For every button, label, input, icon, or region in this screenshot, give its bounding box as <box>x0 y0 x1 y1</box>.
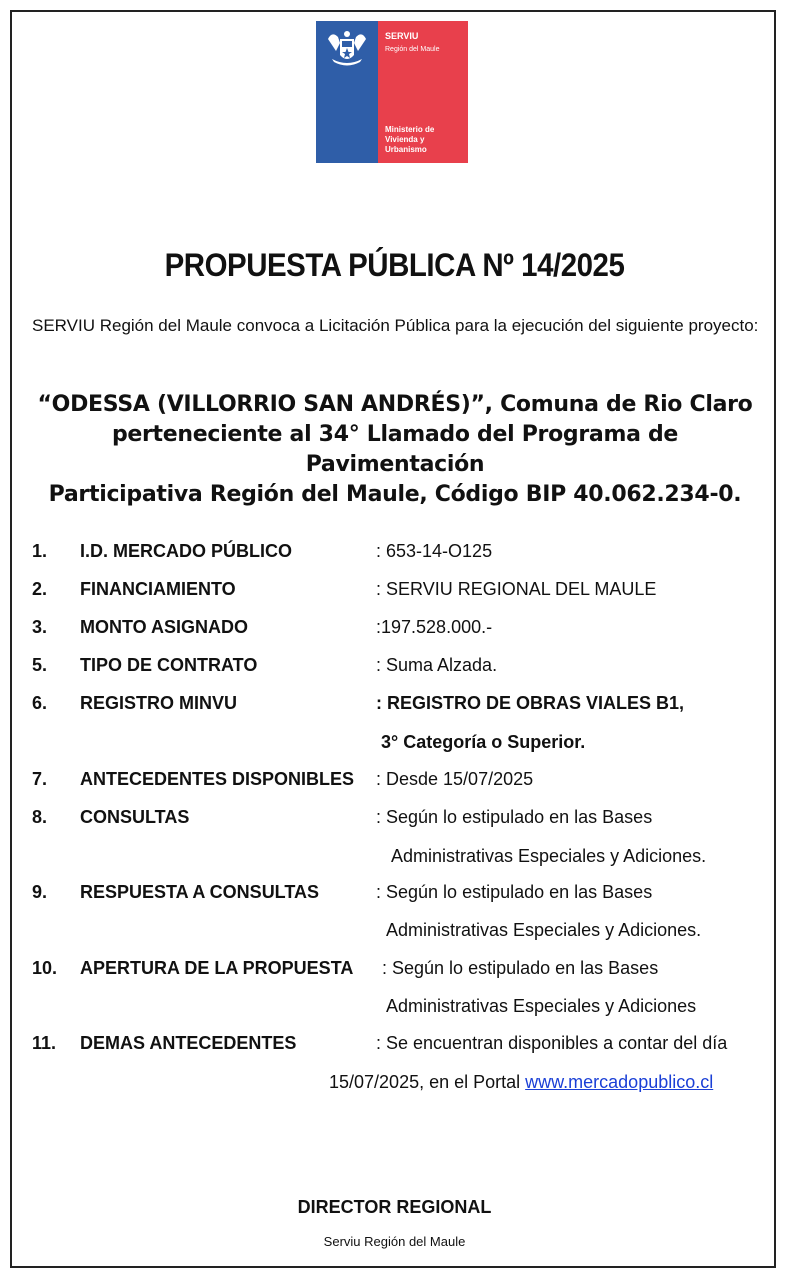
item-value: : Según lo estipulado en las Bases <box>376 882 653 902</box>
item-row <box>0 617 789 645</box>
signature-subtitle: Serviu Región del Maule <box>323 1234 466 1249</box>
project-description <box>30 390 760 510</box>
logo-ministry: Ministerio de Vivienda y Urbanismo <box>385 125 435 154</box>
item-label: FINANCIAMIENTO <box>80 579 236 599</box>
project-line: perteneciente al 34° Llamado del Programa de Pavimentación <box>111 422 679 477</box>
item-label: APERTURA DE LA PROPUESTA <box>80 958 354 978</box>
item-value: : Según lo estipulado en las Bases <box>376 807 653 827</box>
item-row <box>0 1033 789 1061</box>
item-row <box>0 579 789 607</box>
project-line: “ODESSA (VILLORRIO SAN ANDRÉS)”, Comuna de Rio Claro <box>37 392 753 417</box>
project-line: Participativa Región del Maule, Código BIP 40.062.234-0. <box>48 482 742 507</box>
item-number: 6. <box>32 693 48 713</box>
item-value: : Desde 15/07/2025 <box>376 769 534 789</box>
item-row <box>0 882 789 910</box>
item-label: ANTECEDENTES DISPONIBLES <box>80 769 355 789</box>
item-number: 11. <box>32 1033 57 1053</box>
portal-text: 15/07/2025, en el Portal <box>329 1072 526 1092</box>
item-value: : Según lo estipulado en las Bases <box>382 958 659 978</box>
item-row <box>0 807 789 835</box>
item-number: 3. <box>32 617 48 637</box>
item-number: 8. <box>32 807 48 827</box>
item-value: : Se encuentran disponibles a contar del día <box>376 1033 728 1053</box>
item-value-continuation: Administrativas Especiales y Adiciones. <box>391 846 707 866</box>
item-label: CONSULTAS <box>80 807 190 827</box>
logo-org: SERVIU <box>385 31 419 41</box>
item-value-continuation: Administrativas Especiales y Adiciones <box>386 996 697 1016</box>
item-value: : 653-14-O125 <box>376 541 493 561</box>
item-label: RESPUESTA A CONSULTAS <box>80 882 320 902</box>
item-row <box>0 693 789 721</box>
item-label: MONTO ASIGNADO <box>80 617 249 637</box>
item-label: REGISTRO MINVU <box>80 693 238 713</box>
document-title: PROPUESTA PÚBLICA Nº 14/2025 <box>164 247 625 283</box>
item-row <box>0 655 789 683</box>
item-number: 10. <box>32 958 58 978</box>
item-label: DEMAS ANTECEDENTES <box>80 1033 297 1053</box>
item-value-continuation: 3° Categoría o Superior. <box>381 732 586 752</box>
intro-text: SERVIU Región del Maule convoca a Licitación Pública para la ejecución del siguiente proyecto: <box>32 316 759 335</box>
item-value: : REGISTRO DE OBRAS VIALES B1, <box>376 693 685 713</box>
item-row <box>0 541 789 569</box>
logo-region: Región del Maule <box>385 46 440 53</box>
logo-red-panel <box>378 21 468 163</box>
item-value-continuation <box>329 1072 713 1093</box>
item-number: 7. <box>32 769 48 789</box>
item-number: 1. <box>32 541 48 561</box>
serviu-logo <box>316 21 468 163</box>
logo-blue-panel <box>316 21 378 163</box>
item-number: 5. <box>32 655 48 675</box>
item-row <box>0 958 789 986</box>
item-row <box>0 769 789 797</box>
item-number: 9. <box>32 882 48 902</box>
item-label: I.D. MERCADO PÚBLICO <box>80 541 293 561</box>
mercadopublico-link[interactable]: www.mercadopublico.cl <box>525 1072 714 1092</box>
signature-title: DIRECTOR REGIONAL <box>297 1197 492 1217</box>
coat-of-arms-icon <box>322 29 372 69</box>
item-number: 2. <box>32 579 48 599</box>
item-value: : Suma Alzada. <box>376 655 498 675</box>
item-value-continuation: Administrativas Especiales y Adiciones. <box>386 920 702 940</box>
item-label: TIPO DE CONTRATO <box>80 655 258 675</box>
item-value: : SERVIU REGIONAL DEL MAULE <box>376 579 657 599</box>
item-value: :197.528.000.- <box>376 617 493 637</box>
